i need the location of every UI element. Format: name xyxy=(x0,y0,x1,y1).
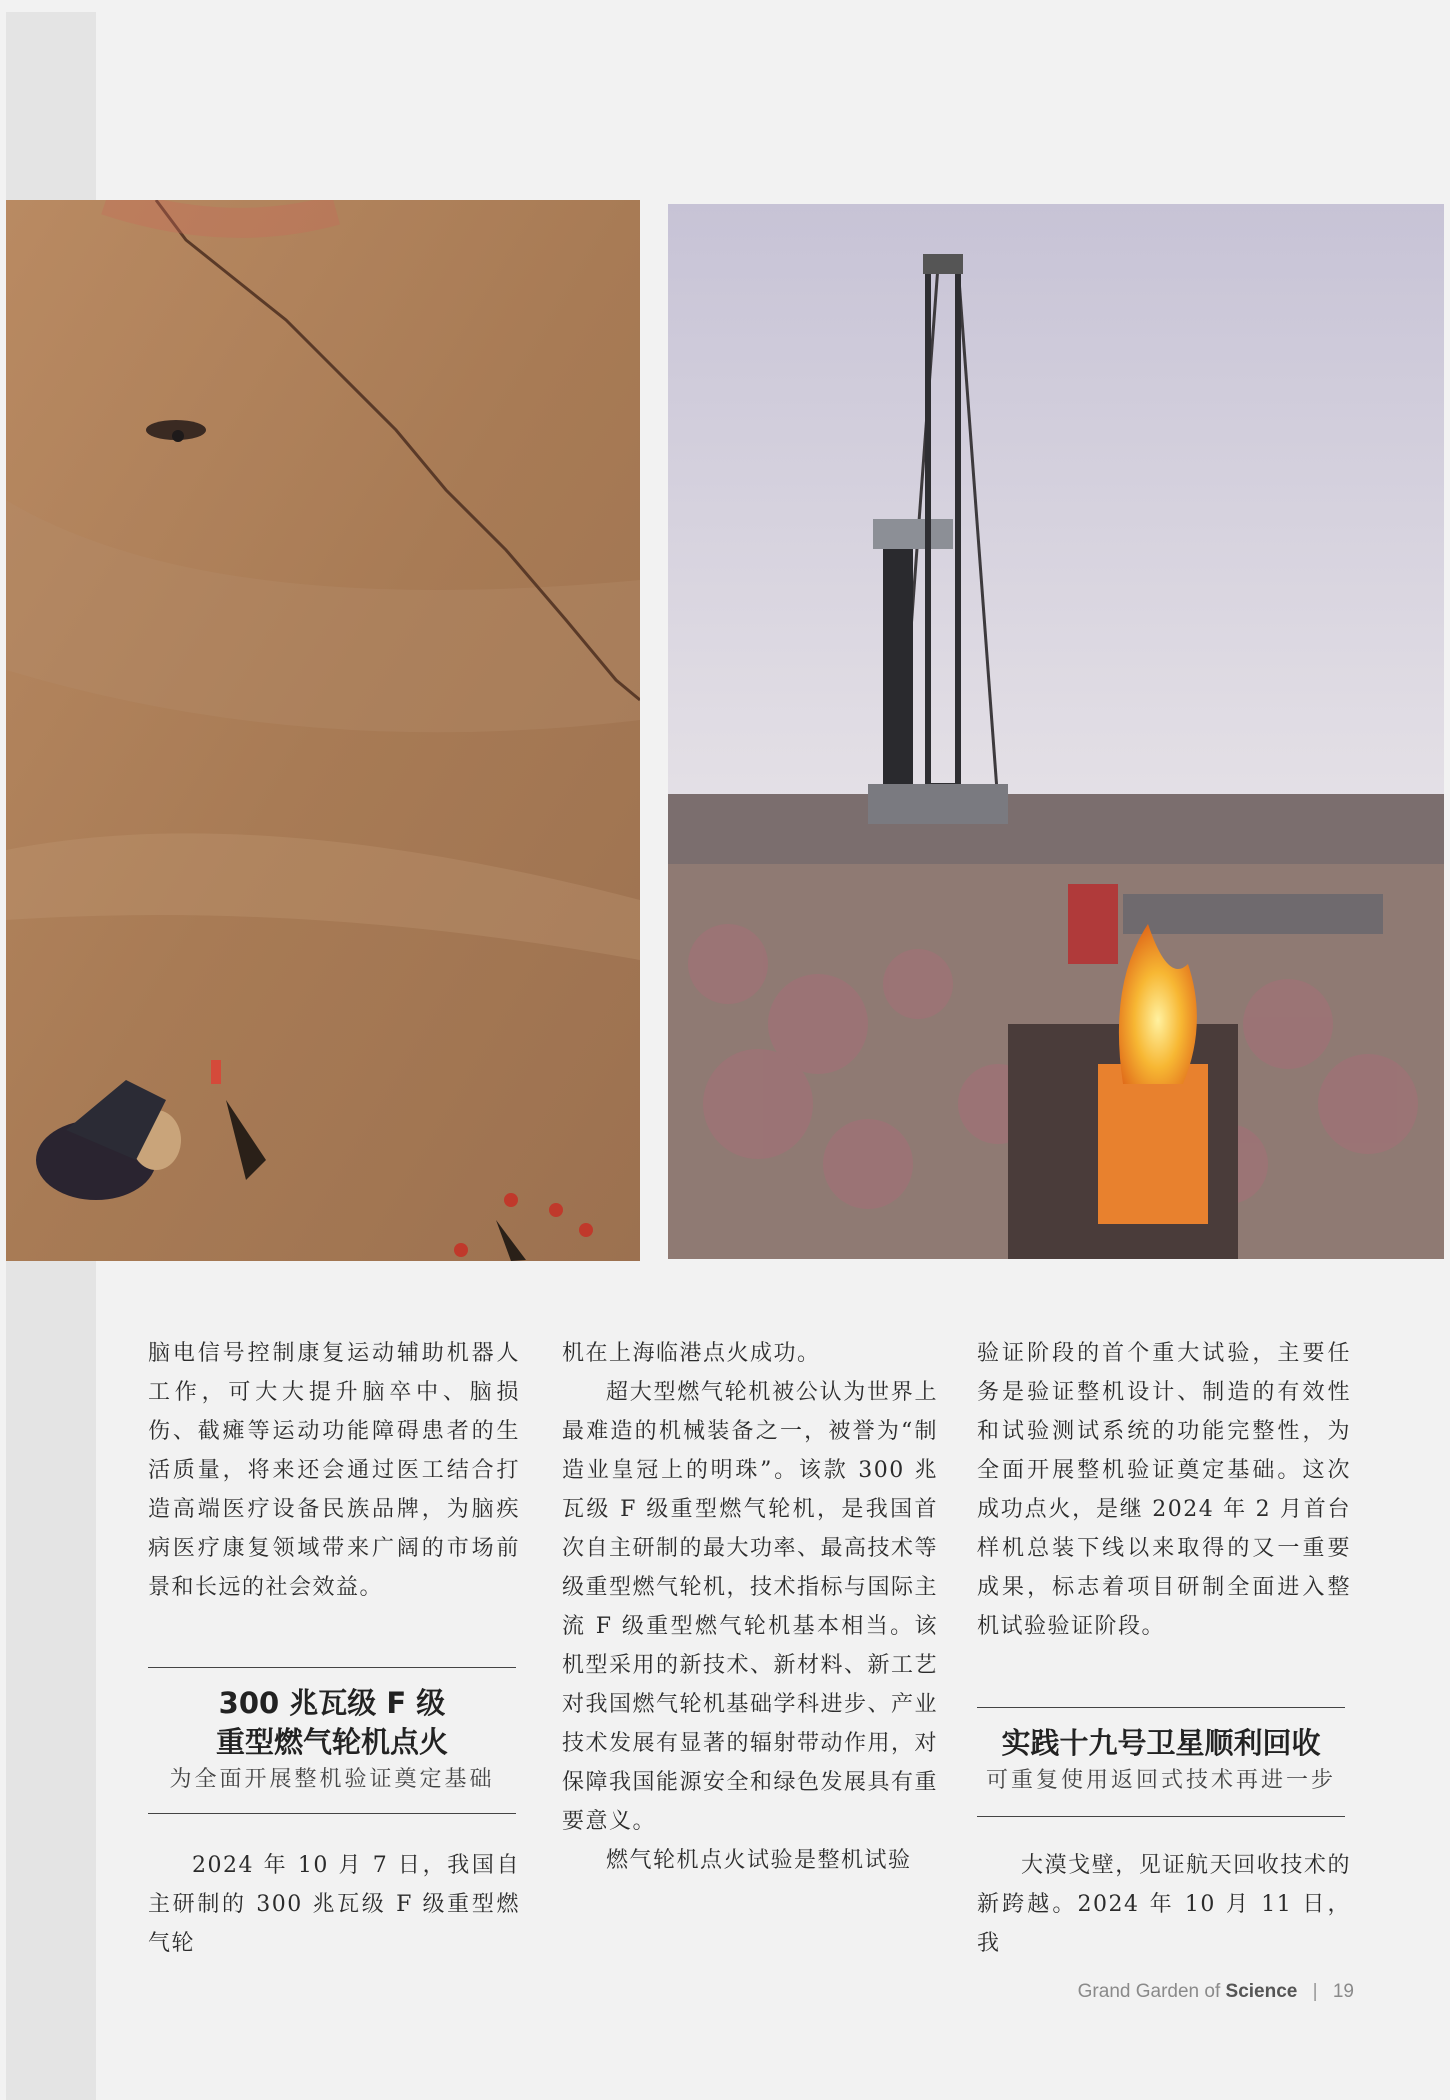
heading-rule-bottom xyxy=(977,1816,1345,1817)
article-column-1-continued xyxy=(148,1846,520,1963)
heading-rule-bottom xyxy=(148,1813,516,1814)
drilling-rig-image xyxy=(668,204,1444,1259)
heading-rule-top xyxy=(977,1707,1345,1708)
column3-paragraph2: 大漠戈壁，见证航天回收技术的新跨越。2024 年 10 月 11 日，我 xyxy=(977,1853,1351,1956)
aerial-desert-image xyxy=(6,200,640,1261)
column3-paragraph1: 验证阶段的首个重大试验，主要任务是验证整机设计、制造的有效性和试验测试系统的功能完整性，为全面开展整机验证奠定基础。这次成功点火，是继 2024 年 2 月首台样机总装下线以来取得的又一重要成果，标志着项目研制全面进入整机试验验证阶段。 xyxy=(977,1341,1351,1639)
section-title: 实践十九号卫星顺利回收 xyxy=(1001,1726,1321,1760)
article-column-3 xyxy=(977,1334,1351,1646)
footer-brand-prefix: Grand Garden of xyxy=(1077,1981,1221,2002)
column1-paragraph2: 2024 年 10 月 7 日，我国自主研制的 300 兆瓦级 F 级重型燃气轮 xyxy=(148,1853,520,1956)
section-heading-satellite xyxy=(977,1707,1345,1817)
article-column-1 xyxy=(148,1334,520,1607)
footer-separator: | xyxy=(1312,1981,1318,2002)
photo-drilling-rig-flare xyxy=(668,204,1444,1259)
column2-paragraph3: 燃气轮机点火试验是整机试验 xyxy=(606,1848,912,1873)
section-subtitle: 为全面开展整机验证奠定基础 xyxy=(169,1767,495,1792)
column1-paragraph1: 脑电信号控制康复运动辅助机器人工作，可大大提升脑卒中、脑损伤、截瘫等运动功能障碍患者的生活质量，将来还会通过医工结合打造高端医疗设备民族品牌，为脑疾病医疗康复领域带来广阔的市场前景和长远的社会效益。 xyxy=(148,1341,520,1600)
column2-paragraph1: 机在上海临港点火成功。 xyxy=(562,1341,821,1366)
section-heading-gas-turbine xyxy=(148,1667,516,1814)
article-column-2 xyxy=(562,1334,938,1880)
article-column-3-continued xyxy=(977,1846,1351,1963)
photo-aerial-desert-recovery-team xyxy=(6,200,640,1261)
page-number: 19 xyxy=(1332,1981,1354,2002)
column2-paragraph2: 超大型燃气轮机被公认为世界上最难造的机械装备之一，被誉为“制造业皇冠上的明珠”。该款 300 兆瓦级 F 级重型燃气轮机，是我国首次自主研制的最大功率、最高技术等级重型燃气轮机，技术指标与国际主流 F 级重型燃气轮机基本相当。该机型采用的新技术、新材料、新工艺对我国燃气轮机基础学科进步、产业技术发展有显著的辐射带动作用，对保障我国能源安全和绿色发展具有重要意义。 xyxy=(562,1380,939,1834)
heading-rule-top xyxy=(148,1667,516,1668)
section-title-line2: 重型燃气轮机点火 xyxy=(215,1725,448,1759)
page-footer xyxy=(1078,1981,1354,2003)
section-title-line1: 300 兆瓦级 F 级 xyxy=(218,1686,446,1720)
section-subtitle: 可重复使用返回式技术再进一步 xyxy=(985,1768,1336,1793)
footer-brand-suffix: Science xyxy=(1225,1981,1298,2002)
